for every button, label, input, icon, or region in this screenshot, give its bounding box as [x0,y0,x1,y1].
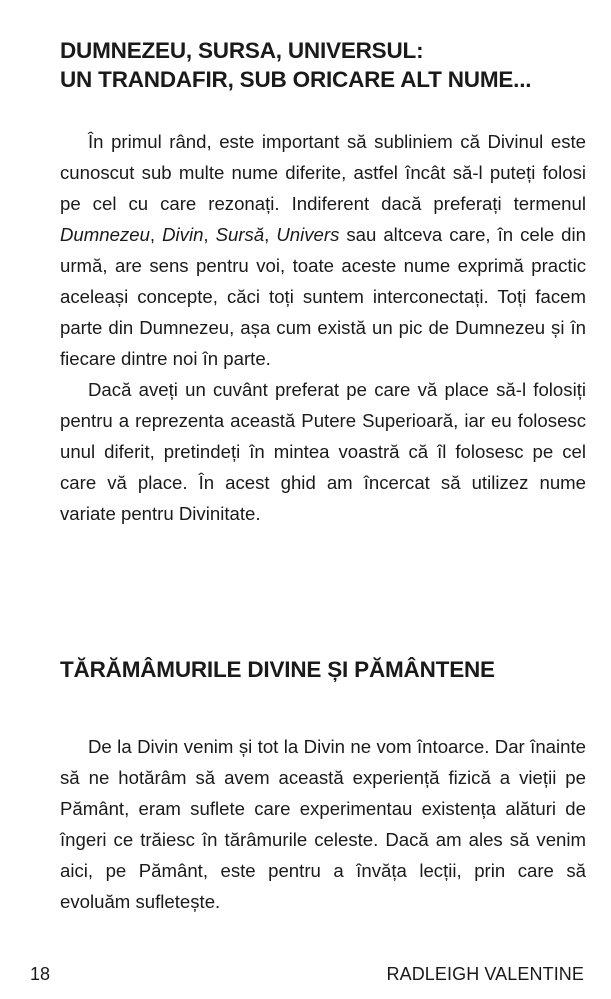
paragraph-from-divine: De la Divin venim și tot la Divin ne vom întoarce. Dar înainte să ne hotărâm să avem această experiență fizică a vieții pe Pământ, eram suflete care experimentau existența alături de îngeri ce trăiesc în tărâmurile celeste. Dacă am ales să venim aici, pe Pământ, este pentru a învăța lecții, prin care să evoluăm sufletește. [60,736,586,912]
separator: , [264,224,277,245]
section-heading-divine-earthly-realms: TĂRĂMÂMURILE DIVINE ȘI PĂMÂNTENE [60,657,495,682]
heading-line-1: DUMNEZEU, SURSA, UNIVERSUL: [60,38,424,63]
paragraph-names-of-divine [60,126,586,374]
running-footer-author: RADLEIGH VALENTINE [386,964,584,984]
section-body-god-source-universe [60,126,586,529]
section-body-divine-earthly-realms [60,731,586,917]
page-number: 18 [30,964,51,984]
heading-line-2: UN TRANDAFIR, SUB ORICARE ALT NUME... [60,67,532,92]
paragraph-preferred-word: Dacă aveți un cuvânt preferat pe care vă place să-l folosiți pentru a reprezenta această Putere Superioară, iar eu folosesc unul diferit, pretindeți în mintea voastră că îl folosesc pe cel care vă place. În acest ghid am încercat să utilizez nume variate pentru Divinitate. [60,379,586,524]
italic-term: Univers [276,224,340,245]
paragraph-text: sau altceva care, în cele din urmă, are sens pentru voi, toate aceste nume exprimă practic aceleași concepte, căci toți suntem interconectați. Toți facem parte din Dumnezeu, așa cum există un pic de Dumnezeu și în fiecare dintre noi în parte. [60,224,586,369]
italic-term: Dumnezeu [60,224,150,245]
section-heading-god-source-universe [60,36,590,94]
italic-term: Divin [162,224,204,245]
italic-term: Sursă [215,224,265,245]
separator: , [203,224,216,245]
paragraph-text: În primul rând, este important să subliniem că Divinul este cunoscut sub multe nume diferite, astfel încât să-l puteți folosi pe cel cu care rezonați. Indiferent dacă preferați termenul [60,131,586,214]
separator: , [149,224,163,245]
